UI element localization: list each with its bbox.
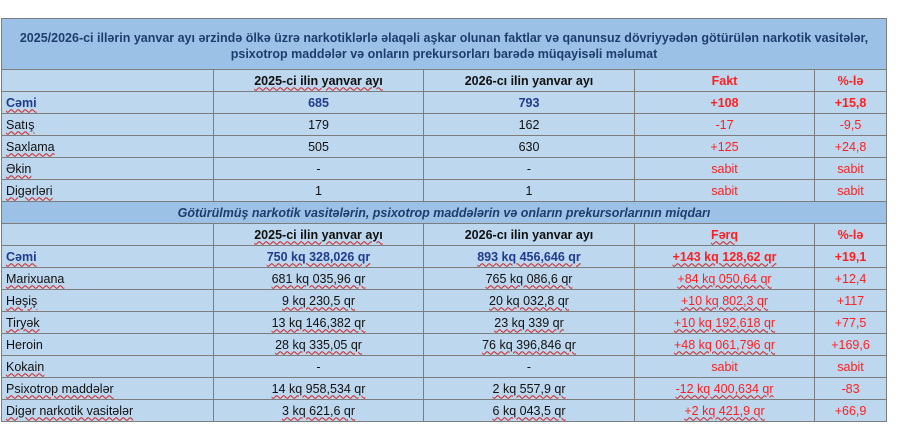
seized-header-label xyxy=(2,224,214,246)
row-2026: 76 kq 396,846 qr xyxy=(424,334,635,356)
row-2026: 20 kq 032,8 qr xyxy=(424,290,635,312)
row-label: Satış xyxy=(2,114,214,136)
table-row xyxy=(2,312,887,334)
row-2025: 681 kq 035,96 qr xyxy=(214,268,424,290)
row-diff: -12 kq 400,634 qr xyxy=(635,378,815,400)
row-label: Marixuana xyxy=(2,268,214,290)
row-pct: +117 xyxy=(815,290,887,312)
row-2026: 23 kq 339 qr xyxy=(424,312,635,334)
row-2026: 162 xyxy=(424,114,635,136)
row-2025: 13 kq 146,382 qr xyxy=(214,312,424,334)
table-row xyxy=(2,400,887,422)
row-2025: 179 xyxy=(214,114,424,136)
row-label: Həşiş xyxy=(2,290,214,312)
seized-total-diff: +143 kq 128,62 qr xyxy=(635,246,815,268)
facts-total-row xyxy=(2,92,887,114)
table-row xyxy=(2,158,887,180)
facts-total-pct: +15,8 xyxy=(815,92,887,114)
row-pct: -83 xyxy=(815,378,887,400)
row-diff: sabit xyxy=(635,356,815,378)
facts-header-2026: 2026-cı ilin yanvar ayı xyxy=(424,70,635,92)
row-pct: +169,6 xyxy=(815,334,887,356)
row-diff: +125 xyxy=(635,136,815,158)
section-title: Götürülmüş narkotik vasitələrin, psixotrop maddələrin və onların prekursorlarının miqdarı xyxy=(2,202,887,224)
table-row xyxy=(2,290,887,312)
facts-header-diff: Fakt xyxy=(635,70,815,92)
row-diff: +10 kq 192,618 qr xyxy=(635,312,815,334)
row-2026: 765 kq 086,6 qr xyxy=(424,268,635,290)
table-row xyxy=(2,268,887,290)
row-2026: 630 xyxy=(424,136,635,158)
section-title-row xyxy=(2,202,887,224)
row-label: Əkin xyxy=(2,158,214,180)
table-row xyxy=(2,114,887,136)
row-2026: - xyxy=(424,356,635,378)
row-label: Psixotrop maddələr xyxy=(2,378,214,400)
facts-total-label: Cəmi xyxy=(2,92,214,114)
row-diff: +84 kq 050,64 qr xyxy=(635,268,815,290)
row-2026: - xyxy=(424,158,635,180)
table-row xyxy=(2,136,887,158)
row-pct: sabit xyxy=(815,158,887,180)
row-2025: 28 kq 335,05 qr xyxy=(214,334,424,356)
facts-total-diff: +108 xyxy=(635,92,815,114)
table-row xyxy=(2,378,887,400)
facts-header-label xyxy=(2,70,214,92)
seized-total-2025: 750 kq 328,026 qr xyxy=(214,246,424,268)
row-2025: 9 kq 230,5 qr xyxy=(214,290,424,312)
row-label: Tiryək xyxy=(2,312,214,334)
table-row xyxy=(2,356,887,378)
seized-total-row xyxy=(2,246,887,268)
row-label: Kokain xyxy=(2,356,214,378)
row-pct: +66,9 xyxy=(815,400,887,422)
row-2025: 1 xyxy=(214,180,424,202)
seized-header-diff: Fərq xyxy=(635,224,815,246)
row-diff: +10 kq 802,3 qr xyxy=(635,290,815,312)
seized-header-2026: 2026-cı ilin yanvar ayı xyxy=(424,224,635,246)
row-2025: 14 kq 958,534 qr xyxy=(214,378,424,400)
table-row xyxy=(2,180,887,202)
row-diff: +48 kq 061,796 qr xyxy=(635,334,815,356)
seized-total-pct: +19,1 xyxy=(815,246,887,268)
seized-header-pct: %-lə xyxy=(815,224,887,246)
comparison-table xyxy=(1,18,887,422)
seized-header-2025: 2025-ci ilin yanvar ayı xyxy=(214,224,424,246)
row-pct: -9,5 xyxy=(815,114,887,136)
facts-header-2025: 2025-ci ilin yanvar ayı xyxy=(214,70,424,92)
row-2026: 6 kq 043,5 qr xyxy=(424,400,635,422)
row-2025: - xyxy=(214,356,424,378)
title-row xyxy=(2,19,887,70)
row-diff: -17 xyxy=(635,114,815,136)
facts-header-row xyxy=(2,70,887,92)
row-diff: sabit xyxy=(635,158,815,180)
seized-total-2026: 893 kq 456,646 qr xyxy=(424,246,635,268)
row-pct: sabit xyxy=(815,356,887,378)
row-2025: 505 xyxy=(214,136,424,158)
row-pct: sabit xyxy=(815,180,887,202)
table-title: 2025/2026-ci illərin yanvar ayı ərzində ölkə üzrə narkotiklərlə əlaqəli aşkar olunan faktlar və qanunsuz dövriyyədən götürülən narkotik vasitələr, psixotrop maddələr və onların prekursorları barədə müqayisəli məlumat xyxy=(2,19,887,70)
row-2026: 2 kq 557,9 qr xyxy=(424,378,635,400)
row-pct: +77,5 xyxy=(815,312,887,334)
row-2025: - xyxy=(214,158,424,180)
row-pct: +12,4 xyxy=(815,268,887,290)
seized-total-label: Cəmi xyxy=(2,246,214,268)
row-label: Saxlama xyxy=(2,136,214,158)
facts-total-2025: 685 xyxy=(214,92,424,114)
row-label: Digərləri xyxy=(2,180,214,202)
facts-header-pct: %-lə xyxy=(815,70,887,92)
row-2026: 1 xyxy=(424,180,635,202)
row-label: Digər narkotik vasitələr xyxy=(2,400,214,422)
facts-total-2026: 793 xyxy=(424,92,635,114)
row-diff: +2 kq 421,9 qr xyxy=(635,400,815,422)
row-diff: sabit xyxy=(635,180,815,202)
table-row xyxy=(2,334,887,356)
row-2025: 3 kq 621,6 qr xyxy=(214,400,424,422)
row-pct: +24,8 xyxy=(815,136,887,158)
seized-header-row xyxy=(2,224,887,246)
row-label: Heroin xyxy=(2,334,214,356)
